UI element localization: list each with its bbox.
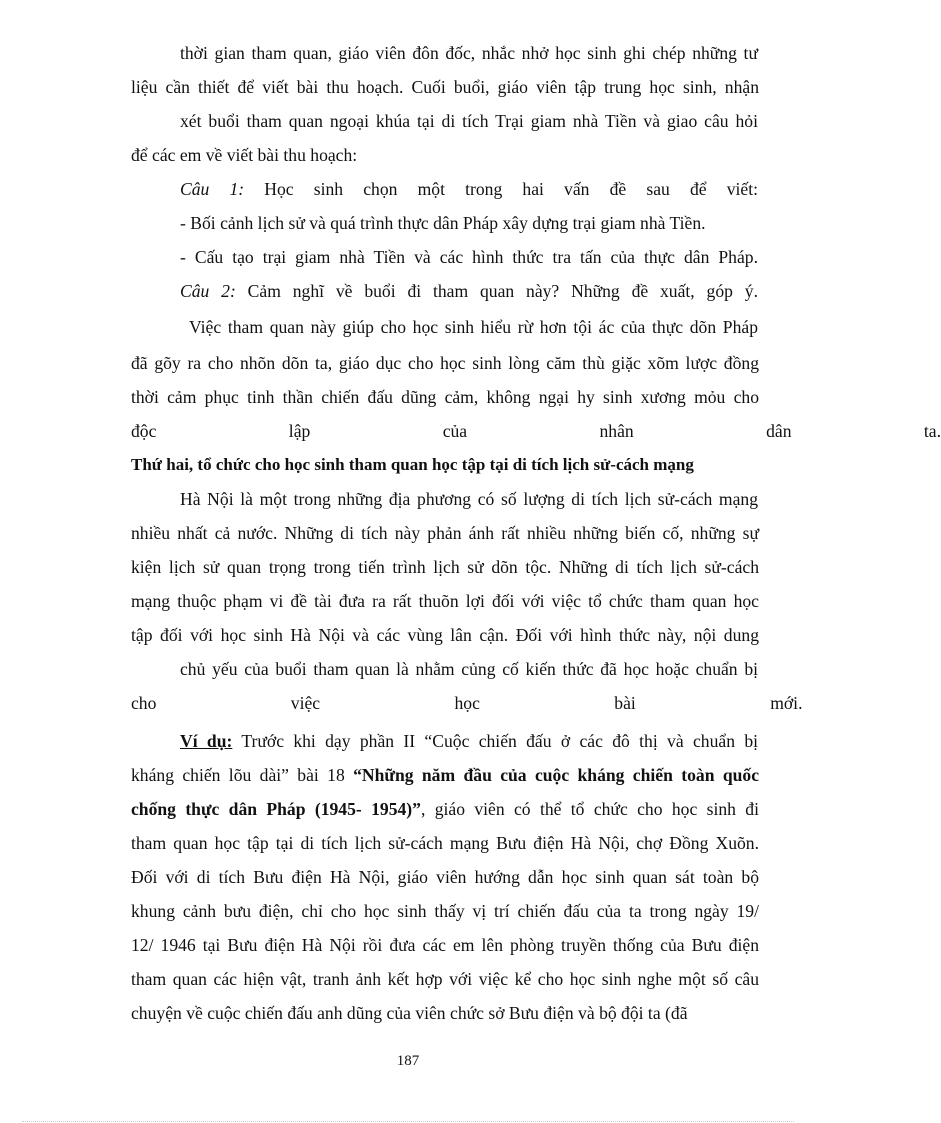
para4-line1-text: Trước khi dạy phần II “Cuộc chiến đấu ở các đô thị và chuẩn bị bbox=[232, 731, 759, 751]
para4-line2 bbox=[131, 764, 759, 786]
example-label: Ví dụ: bbox=[180, 731, 233, 751]
page-bottom-edge bbox=[22, 1121, 794, 1122]
question2-text: Cảm nghĩ về buổi đi tham quan này? Những đề xuất, góp ý. bbox=[235, 281, 758, 301]
para3-line1: Hà Nội là một trong những địa phương có số lượng di tích lịch sử-cách mạng bbox=[180, 489, 758, 509]
lesson-title-part1: “Những năm đầu của cuộc kháng chiến toàn quốc bbox=[353, 765, 760, 785]
question2-label: Câu 2: bbox=[180, 281, 236, 301]
para1-line2: liệu cần thiết để viết bài thu hoạch. Cuối buổi, giáo viên tập trung học sinh, nhận bbox=[131, 77, 759, 97]
para2-line4-text: độc lập của nhân dân ta. bbox=[131, 421, 941, 441]
para3-line7-text: cho việc học bài mới. bbox=[131, 693, 803, 713]
para4-line8: tham quan các hiện vật, tranh ảnh kết hợp với việc kể cho học sinh nghe một số câu bbox=[131, 969, 759, 989]
para2-line3: thời cảm phục tinh thần chiến đấu dũng cảm, không ngại hy sinh xương mỏu cho bbox=[131, 387, 759, 407]
section-heading: Thứ hai, tổ chức cho học sinh tham quan học tập tại di tích lịch sử-cách mạng bbox=[131, 455, 694, 474]
para4-line4: tham quan học tập tại di tích lịch sử-cách mạng Bưu điện Hà Nội, chợ Đồng Xuõn. bbox=[131, 833, 759, 853]
page-number: 187 bbox=[396, 1053, 420, 1069]
para4-line1 bbox=[180, 730, 758, 752]
para1-line3: xét buổi tham quan ngoại khúa tại di tích Trại giam nhà Tiền và giao câu hỏi bbox=[180, 111, 758, 131]
para3-line2: nhiều nhất cả nước. Những di tích này phản ánh rất nhiều những biến cố, những sự bbox=[131, 523, 759, 543]
para2-line4 bbox=[131, 420, 941, 442]
para4-line6: khung cảnh bưu điện, chỉ cho học sinh thấy vị trí chiến đấu của ta trong ngày 19/ bbox=[131, 901, 759, 921]
para2-line1: Việc tham quan này giúp cho học sinh hiểu rừ hơn tội ác của thực dõn Pháp bbox=[189, 317, 758, 337]
para3-line4: mạng thuộc phạm vi đề tài đưa ra rất thuõn lợi đối với việc tổ chức tham quan học bbox=[131, 591, 759, 611]
question1-label: Câu 1: bbox=[180, 179, 245, 199]
para3-line7 bbox=[131, 692, 802, 714]
para4-line9: chuyện về cuộc chiến đấu anh dũng của viên chức sở Bưu điện và bộ đội ta (đã bbox=[131, 1003, 688, 1023]
para1-line4: để các em về viết bài thu hoạch: bbox=[131, 145, 358, 165]
question2-line bbox=[180, 280, 758, 302]
question1-option2: - Cấu tạo trại giam nhà Tiền và các hình thức tra tấn của thực dân Pháp. bbox=[180, 247, 758, 267]
para1-line1: thời gian tham quan, giáo viên đôn đốc, nhắc nhở học sinh ghi chép những tư bbox=[180, 43, 758, 63]
para4-line3-plain: , giáo viên có thể tổ chức cho học sinh đi bbox=[420, 799, 759, 819]
question1-line bbox=[180, 178, 758, 200]
para3-line5: tập đối với học sinh Hà Nội và các vùng lân cận. Đối với hình thức này, nội dung bbox=[131, 625, 759, 645]
para4-line7: 12/ 1946 tại Bưu điện Hà Nội rồi đưa các em lên phòng truyền thống của Bưu điện bbox=[131, 935, 759, 955]
lesson-title-part2: chống thực dân Pháp (1945- 1954)” bbox=[131, 799, 421, 819]
question1-text: Học sinh chọn một trong hai vấn đề sau để viết: bbox=[244, 179, 758, 199]
para3-line3: kiện lịch sử quan trọng trong tiến trình lịch sử dõn tộc. Những di tích lịch sử-cách bbox=[131, 557, 759, 577]
question1-option1: - Bối cảnh lịch sử và quá trình thực dân Pháp xây dựng trại giam nhà Tiền. bbox=[180, 213, 706, 233]
para2-line2: đã gõy ra cho nhõn dõn ta, giáo dục cho học sinh lòng căm thù giặc xõm lược đồng bbox=[131, 353, 759, 373]
para4-line2-plain: kháng chiến lõu dài” bài 18 bbox=[131, 765, 354, 785]
para4-line5: Đối với di tích Bưu điện Hà Nội, giáo viên hướng dẫn học sinh quan sát toàn bộ bbox=[131, 867, 759, 887]
para4-line3 bbox=[131, 798, 759, 820]
para3-line6: chủ yếu của buổi tham quan là nhằm củng cố kiến thức đã học hoặc chuẩn bị bbox=[180, 659, 758, 679]
